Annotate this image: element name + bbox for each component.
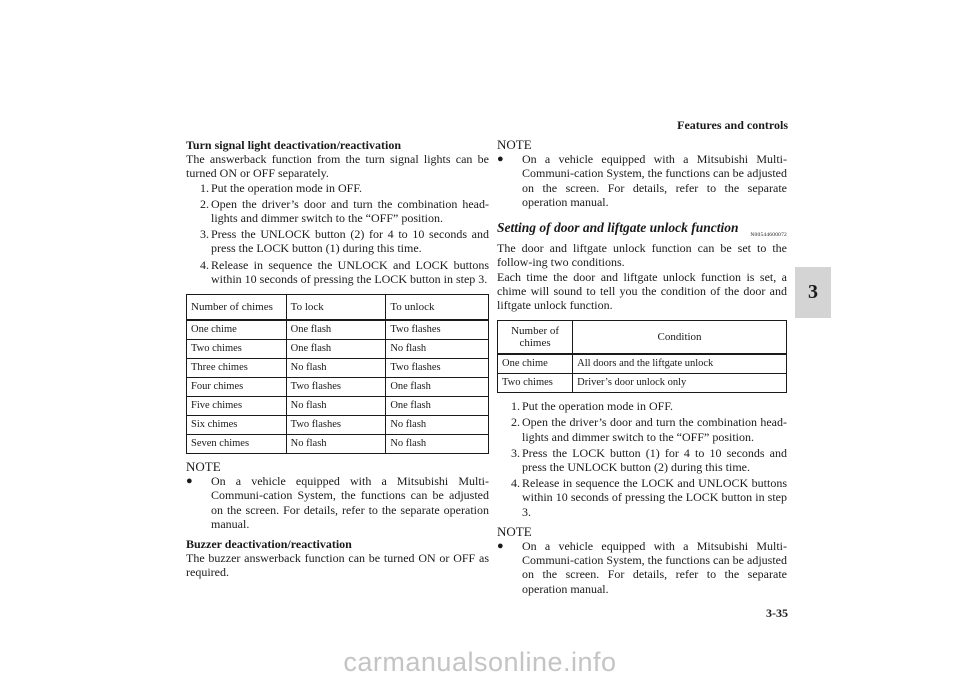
step-item bbox=[186, 258, 489, 286]
table-cell: Two chimes bbox=[498, 374, 573, 393]
table-row bbox=[187, 435, 489, 454]
reference-code: N00544600072 bbox=[750, 232, 787, 239]
table-row bbox=[187, 416, 489, 435]
page-number: 3-35 bbox=[766, 606, 788, 620]
table-cell: Two flashes bbox=[286, 378, 386, 397]
table-cell: Six chimes bbox=[187, 416, 287, 435]
table-cell: Two flashes bbox=[386, 320, 489, 340]
note-item bbox=[186, 474, 489, 531]
step-number: 1. bbox=[511, 399, 520, 414]
table-row bbox=[187, 359, 489, 378]
note-text: On a vehicle equipped with a Mitsubishi Multi-Communi-cation System, the functions can be adjusted on the screen. For details, refer to the separate operation manual. bbox=[522, 152, 787, 209]
step-number: 4. bbox=[200, 257, 209, 272]
table-row bbox=[498, 354, 787, 374]
note-text: On a vehicle equipped with a Mitsubishi Multi-Communi-cation System, the functions can be adjusted on the screen. For details, refer to the separate operation manual. bbox=[211, 474, 489, 531]
step-text: Open the driver’s door and turn the combination head-lights and dimmer switch to the “OFF” position. bbox=[522, 415, 787, 444]
note-item bbox=[497, 539, 787, 596]
table-cell: Two flashes bbox=[286, 416, 386, 435]
table-cell: Four chimes bbox=[187, 378, 287, 397]
column-header: To unlock bbox=[386, 295, 489, 321]
step-number: 1. bbox=[200, 180, 209, 195]
table-cell: No flash bbox=[286, 397, 386, 416]
table-cell: No flash bbox=[286, 359, 386, 378]
right-column bbox=[497, 138, 787, 596]
step-text: Press the LOCK button (1) for 4 to 10 seconds and press the UNLOCK button (2) during this time. bbox=[522, 445, 787, 475]
section-title: Setting of door and liftgate unlock function bbox=[497, 220, 739, 236]
note-label: NOTE bbox=[497, 523, 532, 539]
table-cell: One flash bbox=[286, 340, 386, 359]
table-cell: One chime bbox=[187, 320, 287, 340]
page-header-title: Features and controls bbox=[677, 118, 788, 132]
bullet-icon: ● bbox=[497, 540, 504, 553]
step-text: Press the UNLOCK button (2) for 4 to 10 seconds and press the LOCK button (1) during this time. bbox=[211, 227, 489, 256]
table-cell: Two flashes bbox=[386, 359, 489, 378]
chime-flash-table bbox=[186, 294, 489, 454]
chapter-tab: 3 bbox=[795, 267, 831, 318]
column-header: Number of chimes bbox=[187, 295, 287, 321]
table-cell: No flash bbox=[386, 416, 489, 435]
step-item bbox=[497, 415, 787, 443]
step-item bbox=[186, 227, 489, 255]
watermark: carmanualsonline.info bbox=[343, 647, 617, 677]
table-row bbox=[187, 340, 489, 359]
step-item bbox=[497, 476, 787, 519]
section-paragraph: The door and liftgate unlock function can be set to the follow-ing two conditions. bbox=[497, 241, 787, 270]
table-header-row bbox=[187, 295, 489, 321]
note-label: NOTE bbox=[497, 137, 532, 152]
step-item bbox=[497, 399, 787, 413]
table-cell: Two chimes bbox=[187, 340, 287, 359]
step-number: 3. bbox=[511, 445, 520, 460]
step-number: 3. bbox=[200, 227, 209, 242]
table-row bbox=[187, 320, 489, 340]
table-cell: Seven chimes bbox=[187, 435, 287, 454]
step-text: Put the operation mode in OFF. bbox=[211, 180, 363, 195]
left-column bbox=[186, 138, 489, 580]
table-cell: All doors and the liftgate unlock bbox=[573, 354, 787, 374]
step-number: 2. bbox=[200, 196, 209, 211]
unlock-condition-table bbox=[497, 320, 787, 393]
step-text: Open the driver’s door and turn the combination head-lights and dimmer switch to the “OFF” position. bbox=[211, 196, 489, 226]
turn-signal-intro: The answerback function from the turn signal lights can be turned ON or OFF separately. bbox=[186, 152, 489, 181]
column-header: To lock bbox=[286, 295, 386, 321]
section-heading bbox=[497, 220, 787, 239]
section-paragraph: Each time the door and liftgate unlock function is set, a chime will sound to tell you the condition of the door and liftgate unlock function. bbox=[497, 269, 787, 313]
column-header: Number of chimes bbox=[498, 321, 573, 355]
step-item bbox=[497, 446, 787, 474]
note-label: NOTE bbox=[186, 459, 221, 475]
bullet-icon: ● bbox=[186, 475, 193, 488]
table-row bbox=[498, 374, 787, 393]
turn-signal-steps bbox=[186, 181, 489, 286]
bullet-icon: ● bbox=[497, 153, 504, 166]
table-cell: One chime bbox=[498, 354, 573, 374]
table-cell: One flash bbox=[386, 378, 489, 397]
unlock-steps bbox=[497, 399, 787, 519]
note-item bbox=[497, 152, 787, 209]
column-header: Condition bbox=[573, 321, 787, 355]
step-item bbox=[186, 181, 489, 195]
table-row bbox=[187, 397, 489, 416]
table-cell: Three chimes bbox=[187, 359, 287, 378]
step-text: Put the operation mode in OFF. bbox=[522, 399, 674, 414]
table-cell: No flash bbox=[386, 340, 489, 359]
step-text: Release in sequence the LOCK and UNLOCK buttons within 10 seconds of pressing the LOCK button in step 3. bbox=[522, 476, 787, 519]
table-cell: One flash bbox=[386, 397, 489, 416]
table-header-row bbox=[498, 321, 787, 355]
step-text: Release in sequence the UNLOCK and LOCK buttons within 10 seconds of pressing the LOCK button in step 3. bbox=[211, 257, 489, 286]
step-item bbox=[186, 197, 489, 225]
table-cell: No flash bbox=[286, 435, 386, 454]
table-row bbox=[187, 378, 489, 397]
table-cell: Five chimes bbox=[187, 397, 287, 416]
buzzer-text: The buzzer answerback function can be turned ON or OFF as required. bbox=[186, 551, 489, 580]
step-number: 2. bbox=[511, 415, 520, 430]
note-text: On a vehicle equipped with a Mitsubishi Multi-Communi-cation System, the functions can be adjusted on the screen. For details, refer to the separate operation manual. bbox=[522, 539, 787, 596]
step-number: 4. bbox=[511, 476, 520, 491]
table-cell: Driver’s door unlock only bbox=[573, 374, 787, 393]
table-cell: No flash bbox=[386, 435, 489, 454]
table-cell: One flash bbox=[286, 320, 386, 340]
buzzer-heading: Buzzer deactivation/reactivation bbox=[186, 537, 352, 552]
turn-signal-heading: Turn signal light deactivation/reactivation bbox=[186, 138, 402, 152]
